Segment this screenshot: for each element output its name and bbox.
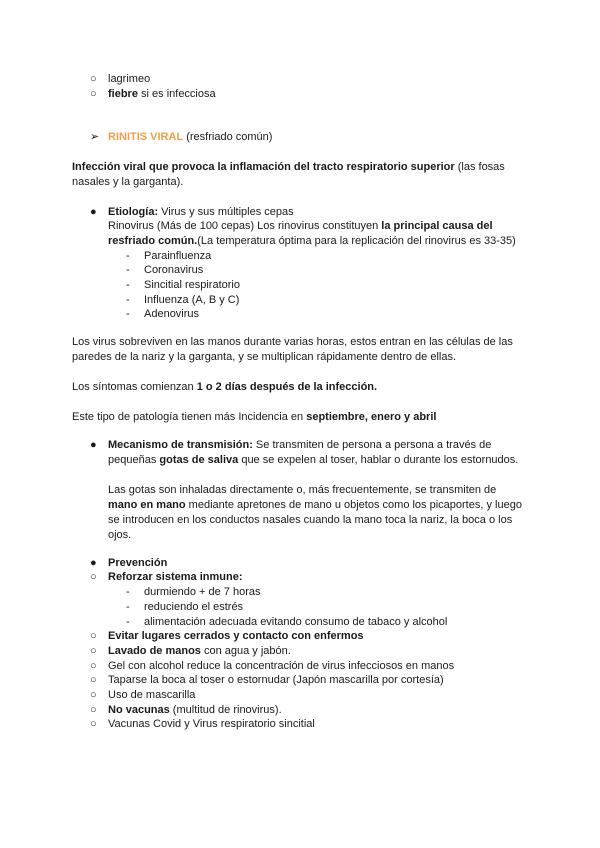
- hollow-bullet-icon: ○: [90, 645, 97, 657]
- sub-item: - Adenovirus: [126, 308, 200, 320]
- prevencion-heading: ● Prevención: [90, 557, 168, 569]
- mecanismo-paragraph-2: Las gotas son inhaladas directamente o, más frecuentemente, se transmiten de mano en mano mediante apretones de mano u objetos como los picaportes, y luego se introducen en los conductos nasales cuando la mano toca la nariz, la boca o los ojos.: [108, 484, 522, 541]
- dash-bullet-icon: -: [126, 616, 130, 628]
- list-item-no-vacunas: ○ No vacunas (multitud de rinovirus).: [90, 704, 282, 716]
- section-heading-rinitis: ➢ RINITIS VIRAL (resfriado común): [90, 131, 273, 143]
- list-item-vacunas: ○ Vacunas Covid y Virus respiratorio sincitial: [90, 718, 315, 730]
- mecanismo-bullet-marker: [90, 438, 108, 452]
- hollow-bullet-icon: ○: [90, 674, 97, 686]
- hollow-bullet-icon: ○: [90, 630, 97, 642]
- intro-paragraph: Infección viral que provoca la inflamación del tracto respiratorio superior (las fosas nasales y la garganta).: [72, 161, 505, 188]
- etiologia-bullet: ● Etiología: Virus y sus múltiples cepas: [90, 206, 294, 218]
- sub-item: - Sincitial respiratorio: [126, 279, 240, 291]
- list-item-lavado: ○ Lavado de manos con agua y jabón.: [90, 645, 291, 657]
- sub-item: - reduciendo el estrés: [126, 601, 244, 613]
- paragraph-virus-manos: Los virus sobreviven en las manos durante varias horas, estos entran en las células de las paredes de la nariz y la garganta, y se multiplican rápidamente dentro de ellas.: [72, 336, 513, 363]
- dash-bullet-icon: -: [126, 279, 130, 291]
- hollow-bullet-icon: ○: [90, 704, 97, 716]
- filled-bullet-icon: ●: [90, 557, 97, 569]
- mecanismo-paragraph: Mecanismo de transmisión: Se transmiten de persona a persona a través de pequeñas gotas de saliva que se expelen al toser, hablar o durante los estornudos.: [108, 439, 519, 466]
- filled-bullet-icon: ●: [90, 206, 97, 218]
- dash-bullet-icon: -: [126, 264, 130, 276]
- dash-bullet-icon: -: [126, 586, 130, 598]
- arrow-bullet-icon: ➢: [90, 131, 100, 143]
- hollow-bullet-icon: ○: [90, 73, 97, 85]
- sub-item: - Parainfluenza: [126, 250, 212, 262]
- sub-item: - Influenza (A, B y C): [126, 294, 240, 306]
- sub-item: - durmiendo + de 7 horas: [126, 586, 261, 598]
- hollow-bullet-icon: ○: [90, 571, 97, 583]
- paragraph-sintomas: Los síntomas comienzan 1 o 2 días después de la infección.: [72, 381, 378, 393]
- hollow-bullet-icon: ○: [90, 660, 97, 672]
- sub-item: - Coronavirus: [126, 264, 204, 276]
- paragraph-incidencia: Este tipo de patología tienen más Incidencia en septiembre, enero y abril: [72, 411, 437, 423]
- list-item-lagrimeo: ○ lagrimeo: [90, 73, 151, 85]
- list-item-gel: ○ Gel con alcohol reduce la concentración de virus infecciosos en manos: [90, 660, 455, 672]
- list-item-evitar: ○ Evitar lugares cerrados y contacto con enfermos: [90, 630, 364, 642]
- dash-bullet-icon: -: [126, 294, 130, 306]
- list-item-taparse: ○ Taparse la boca al toser o estornudar (Japón mascarilla por cortesía): [90, 674, 444, 686]
- list-item-fiebre: ○ fiebre si es infecciosa: [90, 88, 216, 100]
- filled-bullet-icon: ●: [90, 439, 97, 451]
- list-item-reforzar: ○ Reforzar sistema inmune:: [90, 571, 243, 583]
- list-item-mascarilla: ○ Uso de mascarilla: [90, 689, 196, 701]
- sub-item: - alimentación adecuada evitando consumo de tabaco y alcohol: [126, 616, 448, 628]
- dash-bullet-icon: -: [126, 308, 130, 320]
- hollow-bullet-icon: ○: [90, 718, 97, 730]
- hollow-bullet-icon: ○: [90, 88, 97, 100]
- dash-bullet-icon: -: [126, 250, 130, 262]
- etiologia-detail: Rinovirus (Más de 100 cepas) Los rinovirus constituyen la principal causa del resfriado común.(La temperatura óptima para la replicación del rinovirus es 33-35): [108, 220, 516, 247]
- hollow-bullet-icon: ○: [90, 689, 97, 701]
- dash-bullet-icon: -: [126, 601, 130, 613]
